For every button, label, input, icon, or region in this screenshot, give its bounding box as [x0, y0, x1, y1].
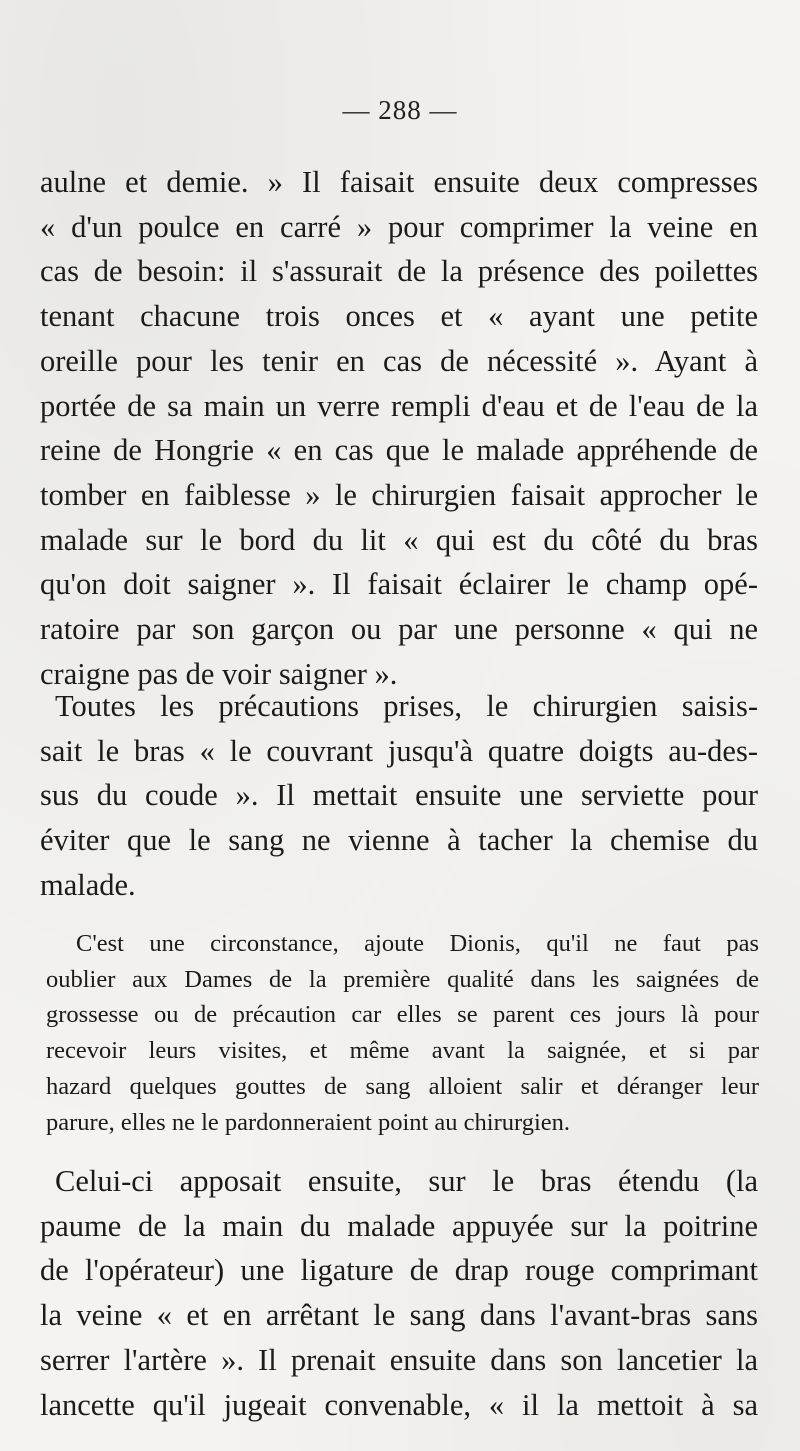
paragraph-1 — [40, 160, 758, 696]
text-line: Toutes les précautions prises, le chirurgien saisis- — [55, 689, 758, 723]
text-line: la veine « et en arrêtant le sang dans l'avant-bras sans — [40, 1298, 758, 1333]
paragraph-2 — [40, 684, 758, 908]
quote-line: parure, elles ne le pardonneraient point au chirurgien. — [46, 1108, 571, 1136]
text-line: oreille pour les tenir en cas de nécessité ». Ayant à — [40, 343, 758, 378]
text-line: tomber en faiblesse » le chirurgien faisait approcher le — [40, 477, 758, 512]
text-line: sus du coude ». Il mettait ensuite une serviette pour — [40, 778, 758, 813]
text-line: portée de sa main un verre rempli d'eau et de l'eau de la — [40, 388, 758, 423]
text-line: malade sur le bord du lit « qui est du côté du bras — [40, 522, 758, 557]
quote-line: recevoir leurs visites, et même avant la saignée, et si par — [46, 1037, 759, 1065]
quote-line: grossesse ou de précaution car elles se parent ces jours là pour — [46, 1001, 759, 1029]
text-line: de l'opérateur) une ligature de drap rouge comprimant — [40, 1253, 758, 1288]
text-line: reine de Hongrie « en cas que le malade appréhende de — [40, 433, 758, 468]
text-line: « d'un poulce en carré » pour comprimer la veine en — [40, 209, 758, 244]
text-line: sait le bras « le couvrant jusqu'à quatre doigts au-des- — [40, 733, 758, 768]
text-line: cas de besoin: il s'assurait de la présence des poilettes — [40, 254, 758, 289]
page-number: — 288 — — [342, 95, 458, 125]
paragraph-4 — [40, 1159, 758, 1427]
text-line: aulne et demie. » Il faisait ensuite deux compresses — [40, 165, 758, 199]
text-line: craigne pas de voir saigner ». — [40, 656, 398, 691]
text-line: ratoire par son garçon ou par une personne « qui ne — [40, 612, 758, 647]
text-line: serrer l'artère ». Il prenait ensuite dans son lancetier la — [40, 1342, 758, 1377]
text-line: malade. — [40, 867, 136, 902]
quote-line: hazard quelques gouttes de sang alloient salir et déranger leur — [46, 1072, 759, 1100]
text-line: Celui-ci apposait ensuite, sur le bras étendu (la — [55, 1164, 758, 1198]
text-line: qu'on doit saigner ». Il faisait éclairer le champ opé- — [40, 567, 758, 602]
block-quote — [46, 926, 759, 1140]
text-line: tenant chacune trois onces et « ayant une petite — [40, 299, 758, 334]
text-line: lancette qu'il jugeait convenable, « il la mettoit à sa — [40, 1387, 758, 1422]
text-line: paume de la main du malade appuyée sur la poitrine — [40, 1208, 758, 1243]
text-line: éviter que le sang ne vienne à tacher la chemise du — [40, 823, 758, 858]
quote-line: oublier aux Dames de la première qualité dans les saignées de — [46, 965, 759, 993]
quote-line: C'est une circonstance, ajoute Dionis, qu'il ne faut pas — [76, 930, 759, 957]
